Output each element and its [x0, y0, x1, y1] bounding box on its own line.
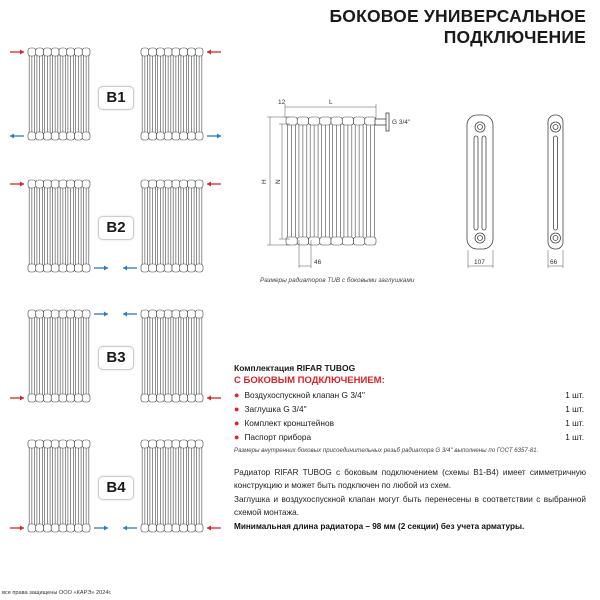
title-line: БОКОВОЕ УНИВЕРСАЛЬНОЕ [329, 6, 586, 26]
dim-axis: N [275, 179, 282, 184]
dim-top: 12 [278, 99, 286, 106]
kit-section [234, 363, 584, 454]
dim-depth-3col: 107 [474, 259, 485, 266]
description-p1: Радиатор RIFAR TUBOG с боковым подключением (схемы B1-B4) имеет симметричную конструкцию и может быть подключен по любой из схем. [234, 468, 586, 491]
dim-depth-2col: 66 [550, 259, 558, 266]
radiator-side-views [375, 113, 563, 249]
kit-item [234, 430, 584, 444]
radiator-icon [286, 117, 376, 245]
kit-list [234, 388, 584, 444]
bullet-icon: ● [234, 404, 240, 414]
copyright: все права защищены ООО «КАРЭ» 2024г. [2, 590, 112, 596]
bullet-icon: ● [234, 418, 240, 428]
bullet-icon: ● [234, 390, 240, 400]
scheme-label-b4: B4 [98, 476, 134, 500]
kit-item-name: Заглушка G 3/4'' [244, 404, 307, 414]
scheme-label-b3: B3 [98, 346, 134, 370]
dim-height: H [261, 179, 268, 184]
radiator-front-view [286, 117, 376, 245]
kit-note: Размеры внутренних боковых присоединительных резьб радиатора G 3/4'' выполнены по ГОСТ 6357-81. [234, 447, 539, 454]
bullet-icon: ● [234, 432, 240, 442]
kit-heading: Комплектация RIFAR TUBOG [234, 363, 356, 373]
kit-item [234, 388, 584, 402]
description-p2: Заглушка и воздухоспускной клапан могут быть перенесены в соответствии с выбранной схемой монтажа. [234, 494, 586, 518]
scheme-label-b2: B2 [98, 216, 134, 240]
drawing-caption: Размеры радиаторов TUB с боковыми заглушками [260, 277, 415, 284]
dim-section: 46 [314, 259, 322, 266]
description [234, 466, 586, 533]
kit-item [234, 416, 584, 430]
kit-item-name: Воздухоспускной клапан G 3/4'' [244, 390, 366, 400]
description-p3: Минимальная длина радиатора – 98 мм (2 секции) без учета арматуры. [234, 521, 525, 531]
title-line: ПОДКЛЮЧЕНИЕ [443, 27, 586, 47]
kit-item-qty: 1 шт. [565, 404, 584, 414]
kit-item-name: Паспорт прибора [244, 432, 312, 442]
scheme-label-b1: B1 [98, 86, 134, 110]
thread-label: G 3/4'' [392, 119, 411, 126]
kit-item-qty: 1 шт. [565, 390, 584, 400]
kit-subheading: С БОКОВЫМ ПОДКЛЮЧЕНИЕМ: [234, 375, 385, 386]
page-title [329, 6, 586, 48]
kit-item-qty: 1 шт. [565, 432, 584, 442]
kit-item [234, 402, 584, 416]
dim-length: L [329, 99, 333, 106]
kit-item-qty: 1 шт. [565, 418, 584, 428]
kit-item-name: Комплект кронштейнов [244, 418, 335, 428]
